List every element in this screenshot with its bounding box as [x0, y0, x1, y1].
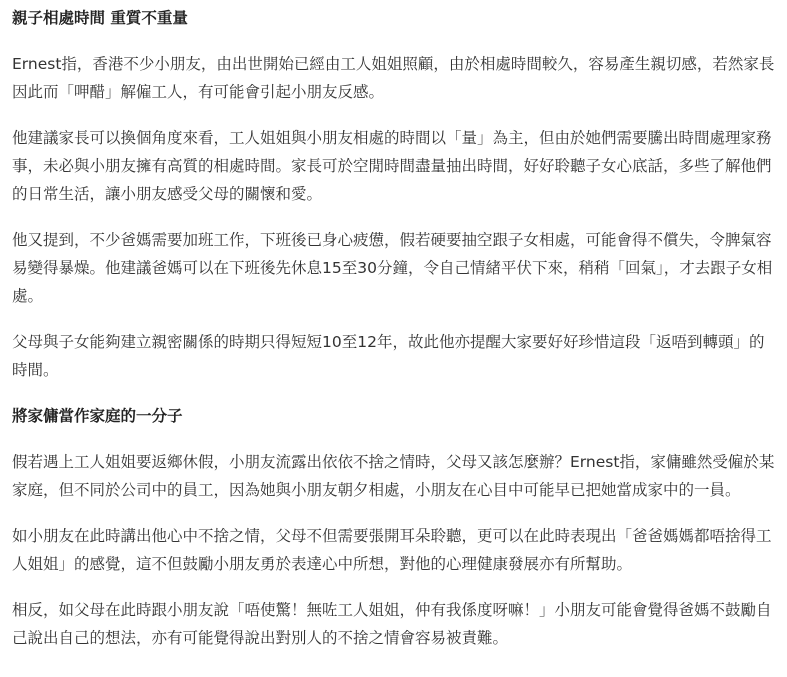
paragraph: 他又提到，不少爸媽需要加班工作，下班後已身心疲憊，假若硬要抽空跟子女相處，可能會得不償失，令脾氣容易變得暴燥。他建議爸媽可以在下班後先休息15至30分鐘，令自己情緒平伏下來，稍稍「回氣」，才去跟子女相處。: [12, 231, 773, 305]
paragraph: 如小朋友在此時講出他心中不捨之情，父母不但需要張開耳朵聆聽，更可以在此時表現出「爸爸媽媽都唔捨得工人姐姐」的感覺，這不但鼓勵小朋友勇於表達心中所想，對他的心理健康發展亦有所幫助。: [12, 527, 772, 573]
paragraph: 父母與子女能夠建立親密關係的時期只得短短10至12年，故此他亦提醒大家要好好珍惜這段「返唔到轉頭」的時間。: [12, 333, 765, 379]
paragraph: 相反，如父母在此時跟小朋友說「唔使驚！無咗工人姐姐，仲有我係度呀嘛！」小朋友可能會覺得爸媽不鼓勵自己說出自己的想法，亦有可能覺得說出對別人的不捨之情會容易被責難。: [12, 601, 772, 647]
section-heading: 將家傭當作家庭的一分子: [12, 407, 183, 425]
paragraph: Ernest指，香港不少小朋友，由出世開始已經由工人姐姐照顧，由於相處時間較久，容易產生親切感，若然家長因此而「呷醋」解僱工人，有可能會引起小朋友反感。: [12, 55, 775, 101]
paragraph: 假若遇上工人姐姐要返鄉休假，小朋友流露出依依不捨之情時，父母又該怎麼辦？Ernest指，家傭雖然受僱於某家庭，但不同於公司中的員工，因為她與小朋友朝夕相處，小朋友在心目中可能早已把她當成家中的一員。: [12, 453, 775, 499]
section-heading: 親子相處時間 重質不重量: [12, 9, 188, 27]
paragraph: 他建議家長可以換個角度來看，工人姐姐與小朋友相處的時間以「量」為主，但由於她們需要騰出時間處理家務事，未必與小朋友擁有高質的相處時間。家長可於空閒時間盡量抽出時間，好好聆聽子女心底話，多些了解他們的日常生活，讓小朋友感受父母的關懷和愛。: [12, 129, 772, 203]
